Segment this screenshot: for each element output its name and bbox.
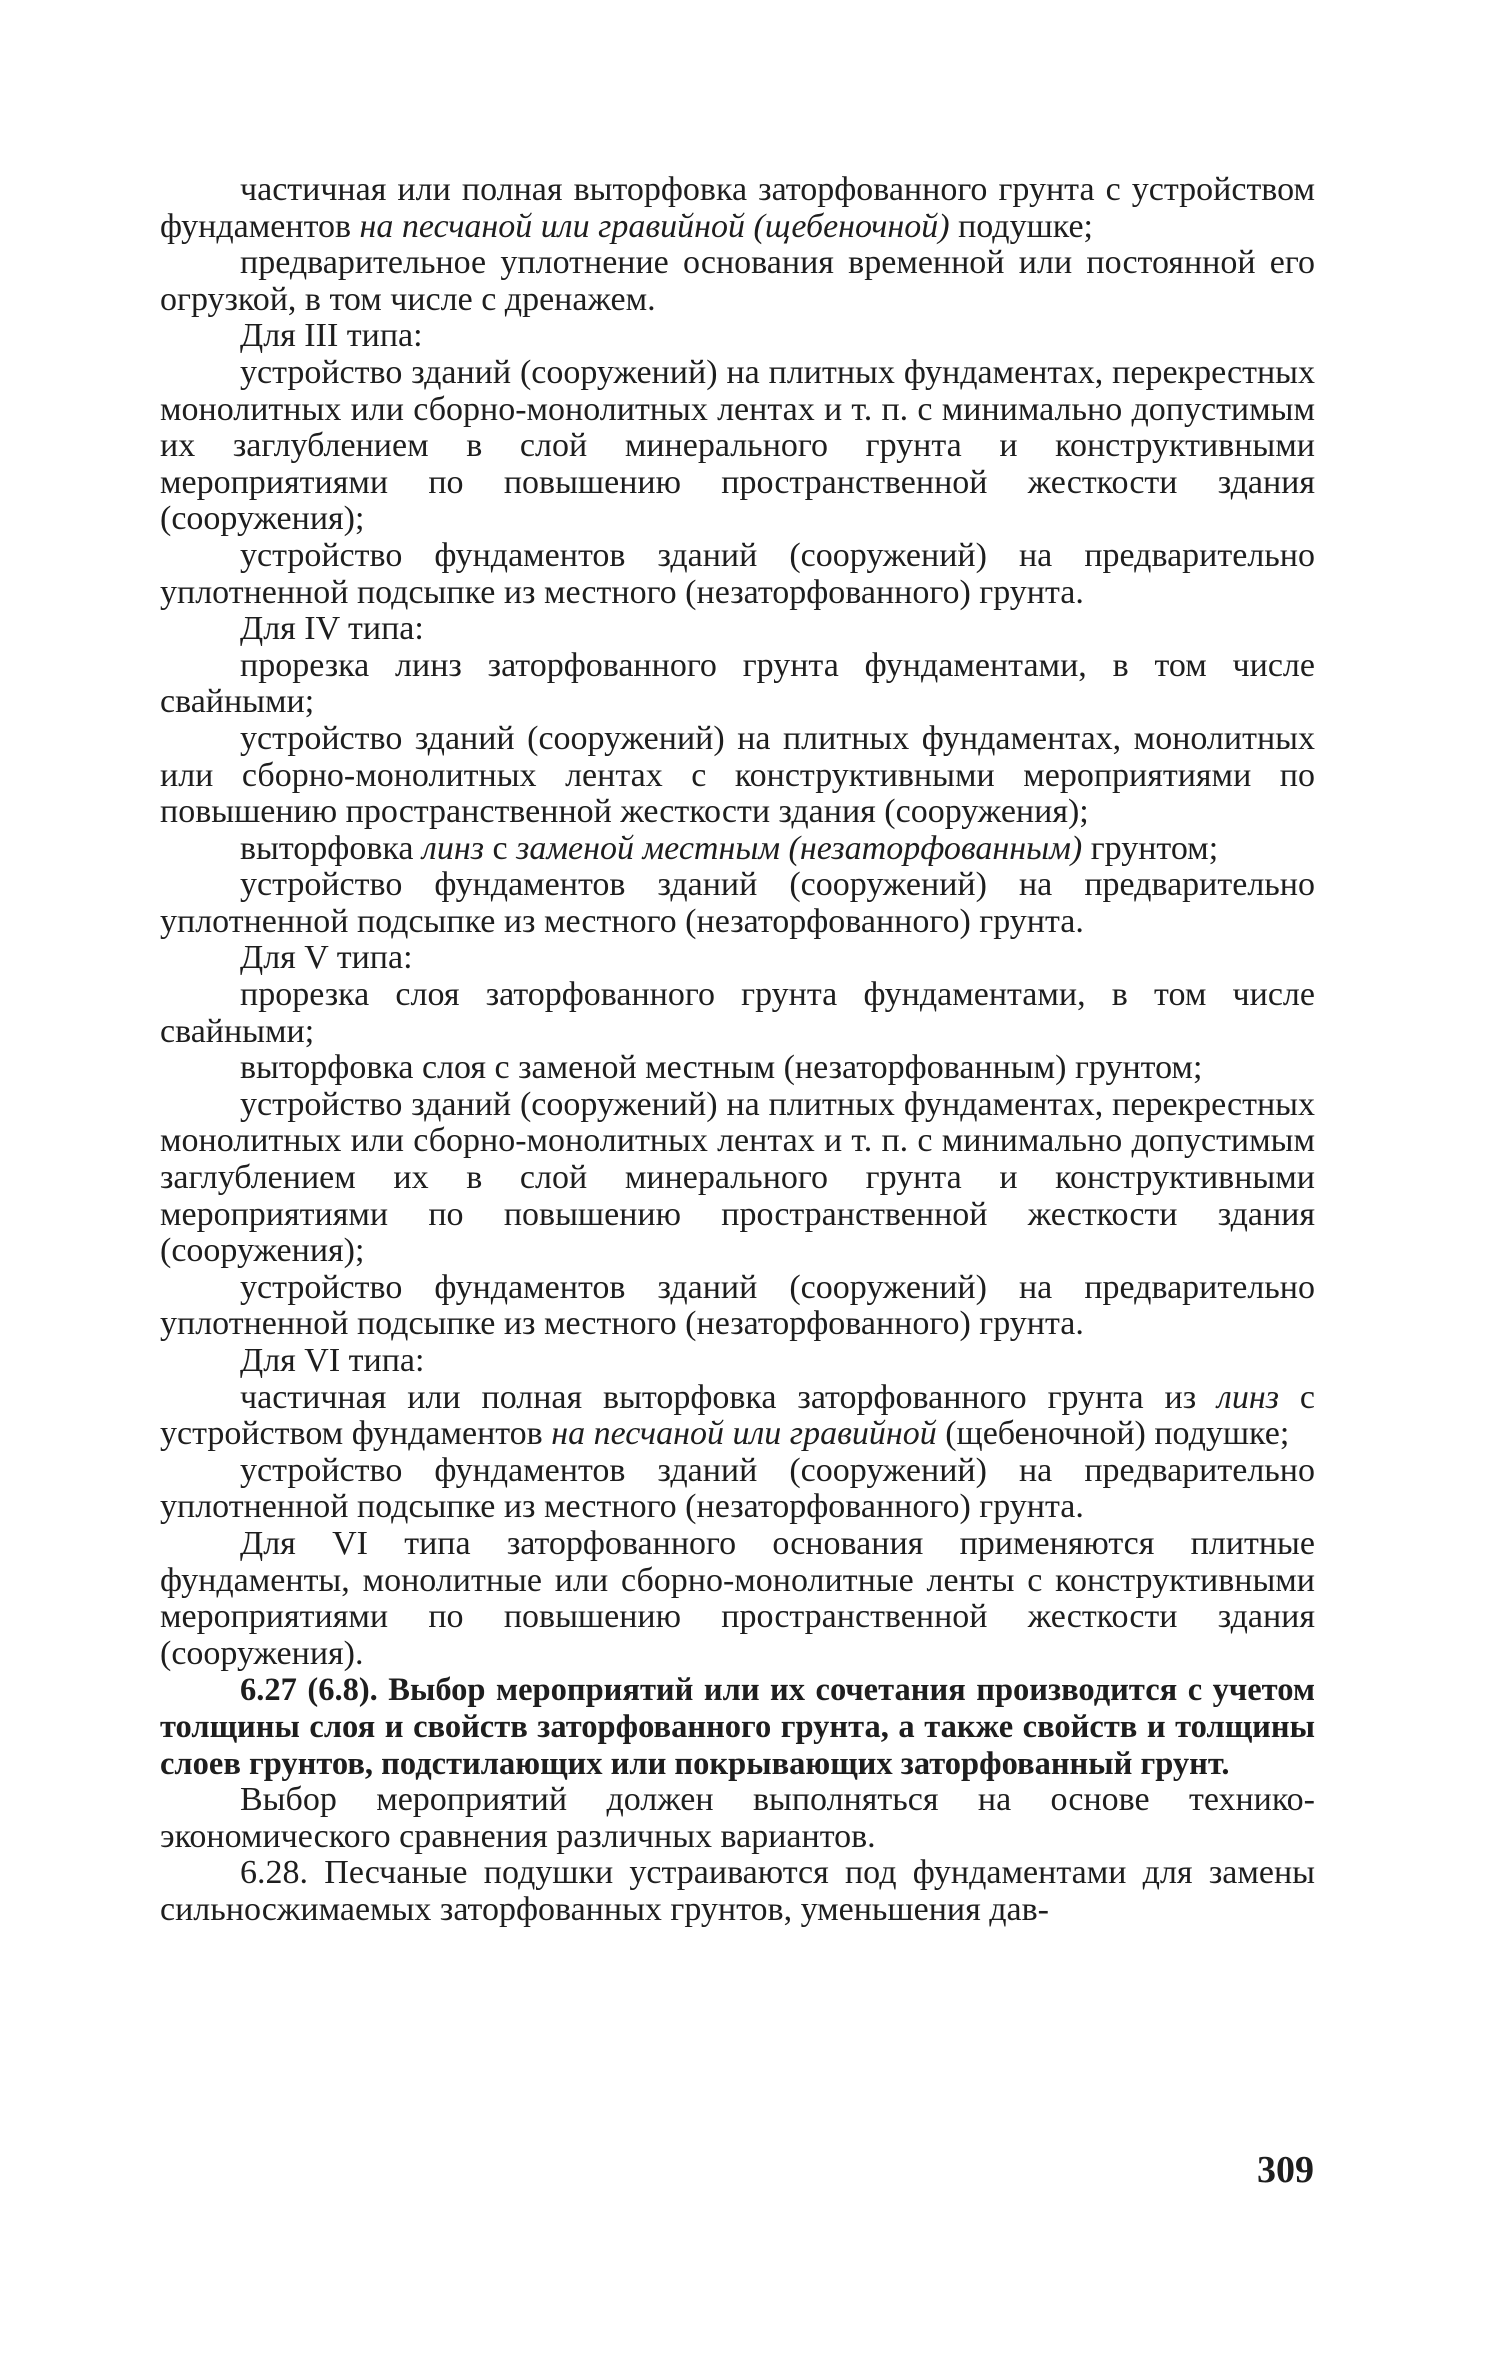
text-run: (щебеночной) подушке; <box>936 1415 1290 1453</box>
text-run: устройство фундаментов зданий (сооружений) на предварительно уплотненной подсыпке из местного (незаторфованного) грунта. <box>160 1451 1315 1526</box>
paragraph <box>160 977 1315 1050</box>
italic-text: на песчаной или гравийной <box>551 1415 937 1453</box>
text-run: Для V типа: <box>240 939 413 977</box>
paragraph <box>160 940 1315 977</box>
paragraph <box>160 1782 1315 1855</box>
paragraph <box>160 1087 1315 1270</box>
paragraph <box>160 648 1315 721</box>
paragraph <box>160 1526 1315 1672</box>
text-run: подушке; <box>949 207 1093 245</box>
text-run: устройство зданий (сооружений) на плитных фундаментах, перекрестных монолитных или сборно-монолитных лентах и т. п. с минимально допустимым их заглублением в слой минерального грунта и конструктивными мероприятиями по повышению пространственной жесткости здания (сооружения); <box>160 353 1315 538</box>
paragraph <box>160 1343 1315 1380</box>
paragraph <box>160 1380 1315 1453</box>
paragraph <box>160 355 1315 538</box>
text-run: грунтом; <box>1082 829 1219 867</box>
paragraph <box>160 831 1315 868</box>
text-run: устройство фундаментов зданий (сооружений) на предварительно уплотненной подсыпке из местного (незаторфованного) грунта. <box>160 536 1315 611</box>
paragraph <box>160 611 1315 648</box>
paragraph <box>160 867 1315 940</box>
text-run: предварительное уплотнение основания временной или постоянной его огрузкой, в том числе с дренажем. <box>160 244 1315 318</box>
text-run: устройство зданий (сооружений) на плитных фундаментах, перекрестных монолитных или сборно-монолитных лентах и т. п. с минимально допустимым заглублением их в слой минерального грунта и конструктивными мероприятиями по повышению пространственной жесткости здания (сооружения); <box>160 1085 1315 1270</box>
text-run: Выбор мероприятий должен выполняться на основе технико-экономического сравнения различных вариантов. <box>160 1781 1315 1855</box>
text-run: Для VI типа заторфованного основания применяются плитные фундаменты, монолитные или сборно-монолитные ленты с конструктивными мероприятиями по повышению пространственной жесткости здания (сооружения). <box>160 1524 1315 1672</box>
paragraph <box>160 1672 1315 1782</box>
text-run: прорезка слоя заторфованного грунта фундаментами, в том числе свайными; <box>160 976 1315 1050</box>
text-run: выторфовка слоя с заменой местным (незаторфованным) грунтом; <box>240 1049 1203 1087</box>
paragraph <box>160 1270 1315 1343</box>
italic-text: линз <box>1217 1378 1280 1416</box>
text-run: устройство фундаментов зданий (сооружений) на предварительно уплотненной подсыпке из местного (незаторфованного) грунта. <box>160 866 1315 940</box>
text-run: частичная или полная выторфовка заторфованного грунта с устройством фундаментов <box>160 171 1315 245</box>
paragraph <box>160 1050 1315 1087</box>
paragraph <box>160 721 1315 831</box>
text-run: Для VI типа: <box>240 1342 425 1379</box>
text-run: 6.28. Песчаные подушки устраиваются под фундаментами для замены сильносжимаемых заторфованных грунтов, уменьшения дав- <box>160 1854 1315 1928</box>
italic-text: заменой местным (незаторфованным) <box>516 829 1083 867</box>
text-run: выторфовка <box>240 829 422 867</box>
text-run: 6.27 (6.8). Выбор мероприятий или их сочетания производится с учетом толщины слоя и свойств заторфованного грунта, а также свойств и толщины слоев грунтов, подстилающих или покрывающих заторфованный грунт. <box>160 1672 1315 1782</box>
text-run: с <box>483 829 517 867</box>
paragraph <box>160 538 1315 611</box>
paragraph <box>160 1855 1315 1928</box>
text-run: прорезка линз заторфованного грунта фундаментами, в том числе свайными; <box>160 646 1315 721</box>
italic-text: на песчаной или гравийной (щебеночной) <box>359 207 950 245</box>
paragraph <box>160 245 1315 318</box>
text-run: с устройством фундаментов <box>160 1378 1315 1453</box>
text-run: Для IV типа: <box>240 610 424 648</box>
paragraph <box>160 1453 1315 1526</box>
page-number: 309 <box>1257 2149 1314 2191</box>
italic-text: линз <box>422 829 484 867</box>
text-run: Для III типа: <box>240 317 423 355</box>
body-text <box>160 172 1315 1929</box>
paragraph <box>160 318 1315 355</box>
text-run: устройство фундаментов зданий (сооружений) на предварительно уплотненной подсыпке из местного (незаторфованного) грунта. <box>160 1268 1315 1343</box>
text-run: частичная или полная выторфовка заторфованного грунта из <box>240 1378 1218 1416</box>
paragraph <box>160 172 1315 245</box>
text-run: устройство зданий (сооружений) на плитных фундаментах, монолитных или сборно-монолитных лентах с конструктивными мероприятиями по повышению пространственной жесткости здания (сооружения); <box>160 719 1315 831</box>
